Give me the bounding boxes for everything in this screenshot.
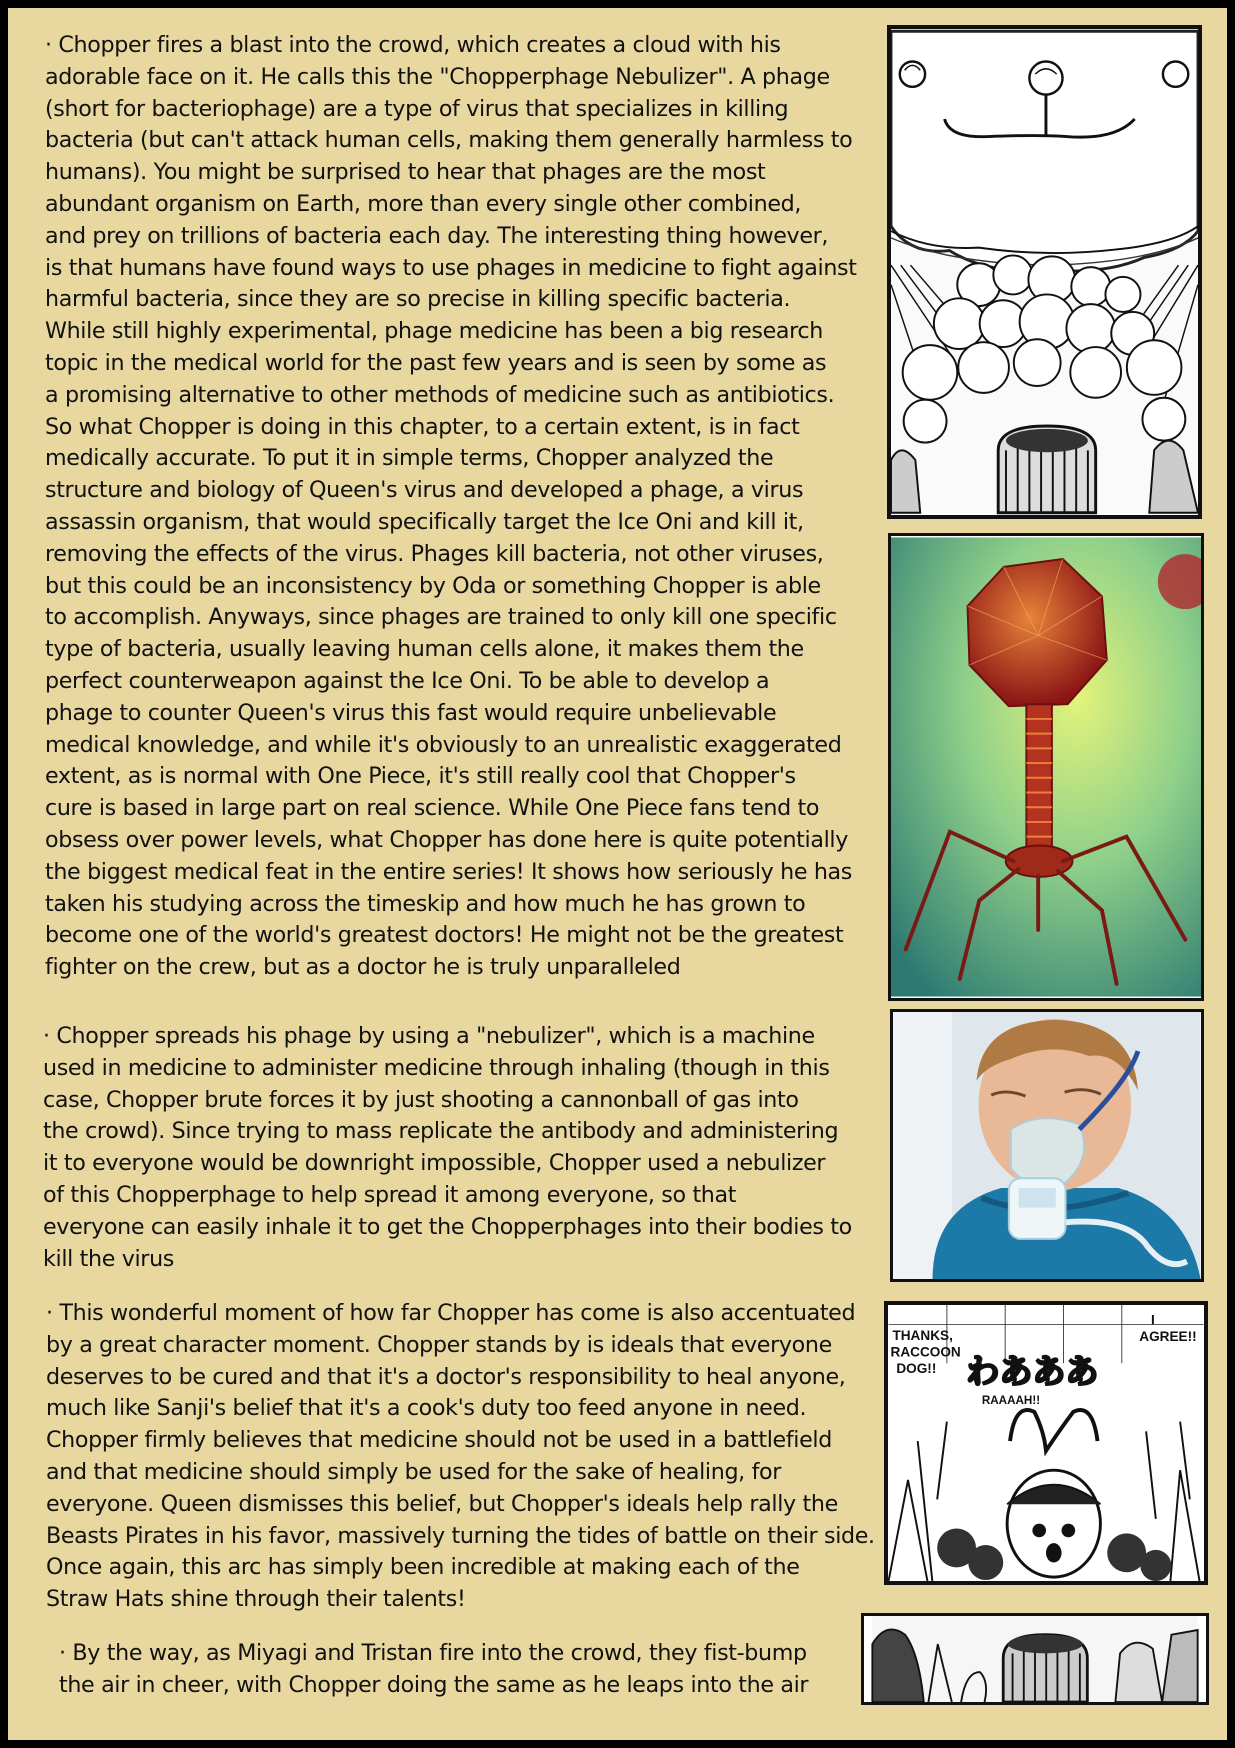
speech-agree-text <box>888 1581 889 1582</box>
paragraph-nebulizer-machine: · Chopper spreads his phage by using a "nebulizer", which is a machine used in medicine to administer medicine through inhaling (though in this case, Chopper brute forces it by just shooting a cannonball of gas into the crowd). Since trying to mass replicate the antibody and administering it to everyone would be downright impossible, Chopper used a nebulizer of this Chopperphage to help spread it among everyone, so that everyone can easily inhale it to get the Chopperphages into their bodies to kill the virus <box>43 1023 852 1272</box>
sfx-raaah: RAAAAH!! <box>981 1394 1041 1408</box>
speech-thanks: THANKS, RACCOON DOG!! <box>890 1327 961 1377</box>
child-nebulizer-illustration <box>893 1012 1201 1279</box>
manga-panel-cloud-blast <box>887 25 1202 519</box>
paragraph-chopperphage-nebulizer: · Chopper fires a blast into the crowd, which creates a cloud with his adorable face on it. He calls this the "Chopperphage Nebulizer". A phage (short for bacteriophage) are a type of virus that specializes in killing bacteria (but can't attack human cells, making them generally harmless to humans). You might be surprised to hear that phages are the most abundant organism on Earth, more than every single other combined, and prey on trillions of bacteria each day. The interesting thing however, is that humans have found ways to use phages in medicine to fight against harmful bacteria, since they are so precise in killing specific bacteria. While still highly experimental, phage medicine has been a big research topic in the medical world for the past few years and is seen by some as a promising alternative to other methods of medicine such as antibiotics. So what Chopper is doing in this chapter, to a certain extent, is in fact medically accurate. To put it in simple terms, Chopper analyzed the structure and biology of Queen's virus and developed a phage, a virus assassin organism, that would specifically target the Ice Oni and kill it, removing the effects of the virus. Phages kill bacteria, not other viruses, but this could be an inconsistency by Oda or something Chopper is able to accomplish. Anyways, since phages are trained to only kill one specific type of bacteria, usually leaving human cells alone, it makes them the perfect counterweapon against the Ice Oni. To be able to develop a phage to counter Queen's virus this fast would require unbelievable medical knowledge, and while it's obviously to an unrealistic exaggerated extent, as is normal with One Piece, it's still really cool that Chopper's cure is based in large part on real science. While One Piece fans tend to obsess over power levels, what Chopper has done here is quite potentially the biggest medical feat in the entire series! It shows how seriously he has taken his studying across the timeskip and how much he has grown to become one of the world's greatest doctors! He might not be the greatest fighter on the crew, but as a doctor he is truly unparalleled <box>45 32 857 981</box>
paragraph-fist-bump: · By the way, as Miyagi and Tristan fire into the crowd, they fist-bump the air in cheer, with Chopper doing the same as he leaps into the air <box>59 1640 809 1698</box>
manga-cannon-strip-illustration <box>864 1616 1206 1702</box>
bacteriophage-image <box>888 533 1204 1001</box>
sfx-waaa: わあああ <box>966 1351 1099 1391</box>
manga-panel-crowd-cheer <box>884 1301 1208 1585</box>
manga-cloud-illustration <box>891 29 1198 515</box>
manga-crowd-illustration <box>888 1305 1204 1581</box>
paragraph-character-moment: · This wonderful moment of how far Chopper has come is also accentuated by a great character moment. Chopper stands by is ideals that everyone deserves to be cured and that it's a doctor's responsibility to heal anyone, much like Sanji's belief that it's a cook's duty too feed anyone in need. Chopper firmly believes that medicine should not be used in a battlefield and that medicine should simply be used for the sake of healing, for everyone. Queen dismisses this belief, but Chopper's ideals help rally the Beasts Pirates in his favor, massively turning the tides of battle on their side. Once again, this arc has simply been incredible at making each of the Straw Hats shine through their talents! <box>46 1300 875 1613</box>
manga-panel-cannon-strip <box>861 1613 1209 1705</box>
speech-agree: I AGREE!! <box>1139 1312 1197 1344</box>
speech-thanks-text <box>888 1581 889 1582</box>
bacteriophage-illustration <box>891 536 1201 998</box>
page <box>8 8 1227 1740</box>
child-nebulizer-photo <box>890 1009 1204 1282</box>
